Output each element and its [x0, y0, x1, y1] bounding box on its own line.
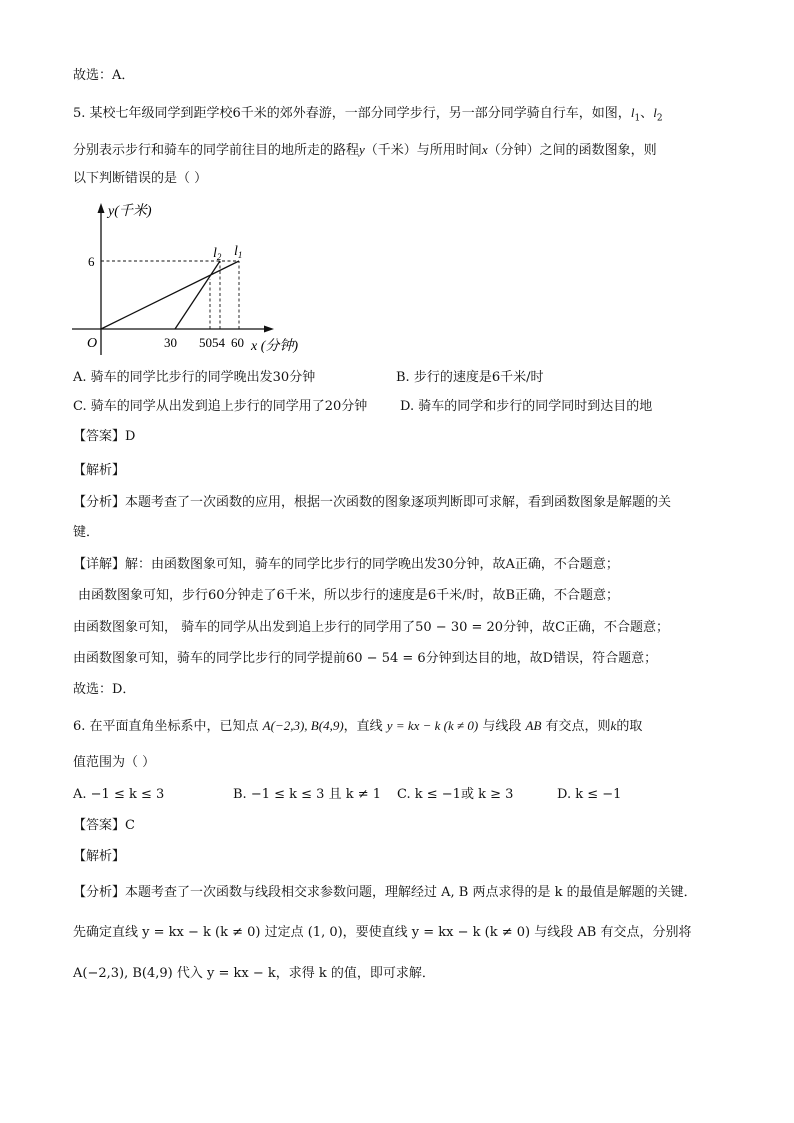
x-tick-5054: 5054 [199, 335, 225, 350]
q5-option-b: B. 步行的速度是6千米/时 [396, 370, 544, 385]
q5-analysis-heading: 【解析】 [73, 463, 126, 478]
y-axis-arrow [98, 203, 105, 213]
biking-line-l2 [175, 261, 220, 329]
q5-detail-line3: 由函数图象可知， 骑车的同学从出发到追上步行的同学用了50 − 30 = 20分钟，故C正确，不合题意； [73, 620, 670, 635]
y-tick-6: 6 [88, 254, 95, 269]
q6-stem-line2: 值范围为（ ） [73, 755, 156, 770]
q5-stem-line2 [73, 140, 657, 161]
q6-analysis-heading: 【解析】 [73, 849, 126, 864]
var-x: x [481, 142, 488, 157]
q6-segment-ab: AB [525, 718, 542, 733]
q6-fenxi-line1: 【分析】本题考查了一次函数与线段相交求参数问题，理解经过 A, B 两点求得的是 k 的最值是解题的关键． [73, 885, 697, 900]
q6-stem-line1 [73, 716, 642, 737]
q6-stem-text: 的取 [616, 719, 643, 734]
l1-subscript: 1 [634, 113, 641, 124]
q5-stem-line3: 以下判断错误的是（ ） [73, 171, 208, 186]
l2-label-letter: l [213, 246, 217, 261]
l1-label-sub: 1 [237, 250, 243, 260]
l1-symbol: l [630, 105, 635, 120]
q6-answer: 【答案】C [73, 818, 135, 833]
q6-stem-text: 与线段 [478, 719, 526, 734]
q6-fenxi-line3: A(−2,3), B(4,9) 代入 y = kx − k，求得 k 的值，即可求解． [73, 966, 435, 981]
l2-label [213, 246, 222, 262]
q5-detail-line2: 由函数图象可知，步行60分钟走了6千米，所以步行的速度是6千米/时，故B正确，不合题意； [78, 588, 620, 603]
q5-stem-text: 5. 某校七年级同学到距学校6千米的郊外春游，一部分同学步行，另一部分同学骑自行车，如图， [73, 106, 631, 121]
q5-stem-line1 [73, 103, 663, 129]
q5-conclusion: 故选：D． [73, 682, 136, 697]
distance-time-graph [68, 195, 318, 360]
q6-var-k: k [610, 718, 617, 733]
l2-symbol: l [653, 105, 657, 120]
q5-option-d: D. 骑车的同学和步行的同学同时到达目的地 [400, 399, 653, 414]
q6-option-a: A. −1 ≤ k ≤ 3 [73, 787, 165, 802]
x-tick-60: 60 [231, 335, 244, 350]
x-tick-30: 30 [164, 335, 177, 350]
q6-points: A(−2,3), B(4,9) [262, 718, 344, 733]
q5-answer: 【答案】D [73, 429, 136, 444]
symbol-separator: 、 [640, 106, 654, 121]
walking-line-l1 [101, 261, 239, 329]
q5-fenxi-line2: 键． [73, 525, 100, 540]
q6-option-c: C. k ≤ −1或 k ≥ 3 [397, 787, 514, 802]
var-y: y [359, 142, 365, 157]
q5-stem-text: （分钟）之间的函数图象，则 [487, 143, 657, 158]
q5-option-c: C. 骑车的同学从出发到追上步行的同学用了20分钟 [73, 399, 368, 414]
l1-label [234, 244, 242, 260]
q6-fenxi-line2: 先确定直线 y = kx − k (k ≠ 0) 过定点 (1, 0)，要使直线 y = kx − k (k ≠ 0) 与线段 AB 有交点，分别将 [73, 925, 692, 940]
q6-option-b: B. −1 ≤ k ≤ 3 且 k ≠ 1 [233, 787, 382, 802]
q5-detail-line1: 【详解】解：由函数图象可知，骑车的同学比步行的同学晚出发30分钟，故A正确，不合题意； [73, 557, 619, 572]
q5-option-a: A. 骑车的同学比步行的同学晚出发30分钟 [73, 370, 316, 385]
x-axis-label: x (分钟) [251, 339, 299, 354]
q5-stem-text: （千米）与所用时间 [364, 143, 482, 158]
q6-stem-text: ，直线 [343, 719, 387, 734]
x-axis-arrow [264, 326, 274, 333]
l1-label-letter: l [234, 244, 238, 259]
q5-fenxi-line1: 【分析】本题考查了一次函数的应用，根据一次函数的图象逐项判断即可求解，看到函数图象是解题的关 [73, 495, 672, 510]
l2-subscript: 2 [656, 113, 663, 124]
q6-option-d: D. k ≤ −1 [557, 787, 622, 802]
origin-label: O [87, 336, 98, 351]
q6-stem-text: 6. 在平面直角坐标系中，已知点 [73, 719, 263, 734]
q6-line-equation: y = kx − k (k ≠ 0) [386, 718, 479, 733]
q6-stem-text: 有交点，则 [541, 719, 611, 734]
l2-label-sub: 2 [216, 252, 222, 262]
q4-conclusion: 故选：A． [73, 68, 135, 83]
q5-stem-text: 分别表示步行和骑车的同学前往目的地所走的路程 [73, 143, 360, 158]
q5-detail-line4: 由函数图象可知，骑车的同学比步行的同学提前60 − 54 = 6分钟到达目的地，故D错误，符合题意； [73, 651, 658, 666]
y-axis-label: y(千米) [108, 204, 152, 219]
